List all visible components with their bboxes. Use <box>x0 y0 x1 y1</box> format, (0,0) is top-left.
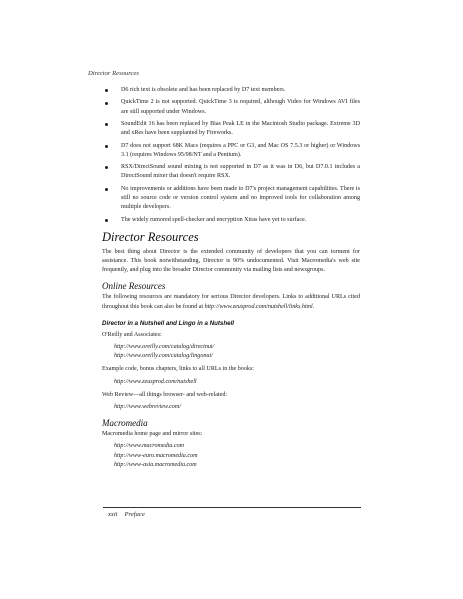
online-resources-heading: Online Resources <box>102 281 166 292</box>
list-item <box>102 98 360 116</box>
oreilly-url-directnut[interactable]: http://www.oreilly.com/catalog/directnut/ <box>114 343 215 350</box>
list-item <box>102 163 360 181</box>
webreview-label: Web Review—all things browser- and web-related: <box>102 391 228 398</box>
oreilly-url-list <box>114 343 360 361</box>
bullet-icon <box>105 123 108 126</box>
macromedia-label: Macromedia home page and mirror sites: <box>102 431 203 438</box>
list-item <box>102 120 360 138</box>
bullet-icon <box>105 219 108 222</box>
list-item-text: D7 does not support 68K Macs (requires a PPC or G3, and Mac OS 7.5.3 or higher) or Windows 3.1 (requires Windows 95/98/NT and a Pentium). <box>121 142 360 158</box>
bullet-icon <box>105 89 108 92</box>
footer-label: Preface <box>124 511 145 518</box>
online-resources-paragraph <box>102 293 360 311</box>
list-item <box>102 142 360 160</box>
example-code-label: Example code, bonus chapters, links to all URLs in the books: <box>102 366 254 373</box>
list-item-text: SoundEdit 16 has been replaced by Bias Peak LE in the Macintosh Studio package. Extreme 3D and xRes have been supplanted by Fireworks. <box>121 120 360 137</box>
list-item-text: QuickTime 2 is not supported. QuickTime 3 is required, although Video for Windows AVI files are still supported under Windows. <box>121 99 360 115</box>
macromedia-euro-url[interactable]: http://www-euro.macromedia.com <box>114 452 198 459</box>
links-url[interactable]: http://www.zeusprod.com/nutshell/links.html <box>204 303 313 310</box>
change-list <box>102 86 360 225</box>
section-title: Director Resources <box>102 229 199 244</box>
list-item <box>102 185 360 213</box>
list-item-text: The widely rumored spell-checker and encryption Xtras have yet to surface. <box>121 216 307 223</box>
page-footer <box>108 511 145 518</box>
running-head: Director Resources <box>88 70 139 77</box>
macromedia-url[interactable]: http://www.macromedia.com <box>114 443 185 450</box>
macromedia-asia-url[interactable]: http://www-asia.macromedia.com <box>114 461 197 468</box>
online-resources-text-end: . <box>312 303 315 310</box>
macromedia-heading: Macromedia <box>102 418 148 429</box>
zeusprod-url[interactable]: http://www.zeusprod.com/nutshell <box>114 378 197 385</box>
example-url-list <box>114 378 360 387</box>
bullet-icon <box>105 166 108 169</box>
nutshell-heading: Director in a Nutshell and Lingo in a Nutshell <box>102 319 235 327</box>
page-number: xxii <box>108 511 118 518</box>
bullet-icon <box>105 102 108 105</box>
bullet-icon <box>105 188 108 191</box>
page-content <box>102 86 360 474</box>
list-item-text: No improvements or additions have been made to D7's project management capabilities. There is still no source code or version control system and no improved tools for collaboration among multiple developers. <box>121 185 360 211</box>
list-item <box>102 216 360 225</box>
bullet-icon <box>105 145 108 148</box>
online-resources-text: The following resources are mandatory for serious Director developers. Links to additional URLs cited throughout this book can also be found at <box>102 294 360 310</box>
list-item <box>102 86 360 95</box>
list-item-text: RSX/DirectSound sound mixing is not supported in D7 as it was in D6, but D7.0.1 includes a DirectSound mixer that doesn't require RSX. <box>121 164 360 180</box>
webreview-url[interactable]: http://www.webreview.com/ <box>114 404 181 410</box>
webreview-url-list <box>114 403 360 412</box>
oreilly-url-lingonut[interactable]: http://www.oreilly.com/catalog/lingonut/ <box>114 353 213 360</box>
section-intro: The best thing about Director is the extended community of developers that you can torment for assistance. This book notwithstanding, Director is 90% undocumented. Visit Macromedia's web site frequently, and plug into the broader Director community via mailing lists and newsgroups. <box>102 248 360 274</box>
macromedia-url-list <box>114 442 360 470</box>
oreilly-label: O'Reilly and Associates: <box>102 331 162 338</box>
footer-rule <box>103 507 361 508</box>
list-item-text: D6 rich text is obsolete and has been replaced by D7 text members. <box>121 87 286 93</box>
